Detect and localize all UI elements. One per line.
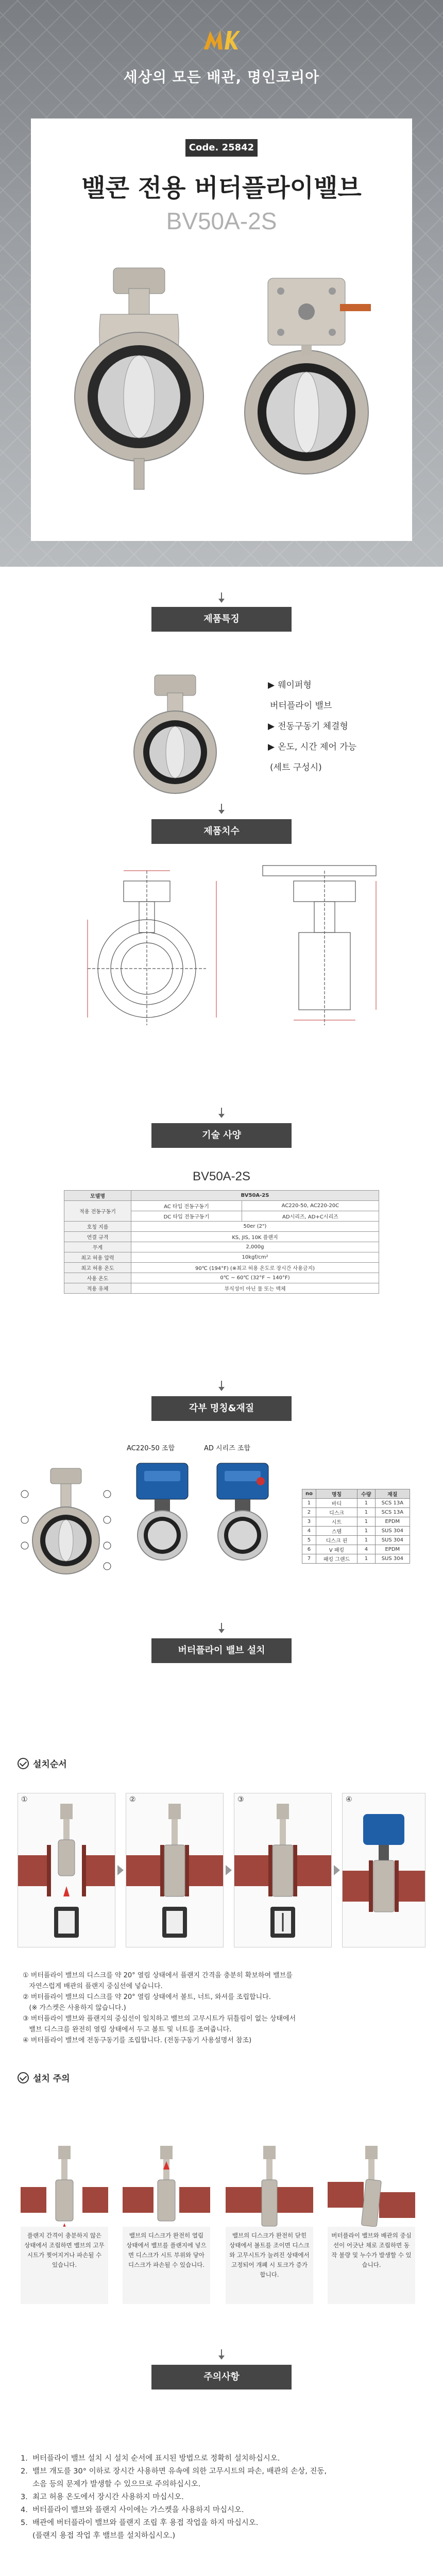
install-step-1: ① (18, 1793, 115, 1947)
table-row: 7 패킹 그랜드 1 SUS 304 (302, 1554, 410, 1564)
check-icon (18, 2072, 29, 2083)
install-order-heading: 설치순서 (18, 1757, 67, 1770)
feature-list (268, 675, 402, 778)
table-row: 2 디스크 1 SCS 13A (302, 1508, 410, 1517)
table-row: 연결 규격 KS, JIS, 10K 플랜지 (64, 1232, 379, 1242)
table-row: 3 시트 1 EPDM (302, 1517, 410, 1527)
feature-item: 버터플라이 밸브 (270, 701, 332, 711)
hero-banner (0, 0, 443, 567)
notice-item: 2. 밸브 개도를 30° 이하로 장시간 사용하면 유속에 의한 고무시트의 파손, 배관의 손상, 진동, (21, 2467, 327, 2476)
install-step-illustration (126, 1793, 223, 1947)
section-header-dimensions: 제품치수 (151, 819, 292, 844)
feature-valve-image (113, 670, 237, 799)
notice-item: 4. 버터플라이 밸브와 플랜지 사이에는 가스켓을 사용하지 마십시오. (21, 2506, 244, 2514)
install-step-illustration (343, 1793, 425, 1947)
notice-item: 5. 배관에 버터플라이 밸브와 플랜지 조립 후 용접 작업을 하지 마십시오. (21, 2519, 259, 2527)
table-row: 모델명 BV50A-2S (64, 1191, 379, 1201)
hero-valve-image (52, 258, 391, 515)
notice-item: 소음 등의 문제가 발생할 수 있으므로 주의하십시오. (21, 2480, 201, 2488)
section-arrow (218, 1108, 225, 1118)
spec-table (64, 1190, 379, 1294)
parts-label-ad: AD 시리즈 조합 (204, 1445, 250, 1452)
exploded-valve-image (14, 1463, 117, 1582)
table-row: 사용 온도 0℃ ~ 60℃ (32°F ~ 140°F) (64, 1273, 379, 1283)
table-row: DC 타입 전동구동기 AD시리즈, AD+C시리즈 (64, 1211, 379, 1222)
feature-item: ▶ 온도, 시간 제어 가능 (268, 742, 357, 752)
notice-item: 1. 버터플라이 밸브 설치 시 설치 순서에 표시된 방법으로 정확히 설치하십시오. (21, 2454, 280, 2463)
bullet-icon: ▶ (268, 721, 275, 732)
product-code-badge: Code. 25842 (185, 139, 258, 157)
ac-actuator-assembly-image (124, 1458, 201, 1566)
table-header-row: no 명칭 수량 재질 (302, 1489, 410, 1499)
section-arrow (218, 2349, 225, 2360)
install-step-4: ④ (342, 1793, 425, 1947)
feature-item: (세트 구성시) (270, 762, 322, 773)
table-row: 4 스템 1 SUS 304 (302, 1527, 410, 1536)
caution-text-2: 밸브의 디스크가 완전히 열림 상태에서 밸브를 플랜지에 넣으면 디스크가 시트 부위와 닿아 디스크가 파손될 수 있습니다. (123, 2227, 210, 2304)
spec-model-title: BV50A-2S (192, 1170, 251, 1183)
table-row: 적용 유체 부식성이 아닌 물 또는 액체 (64, 1283, 379, 1294)
table-row: 호칭 지름 50er (2") (64, 1222, 379, 1232)
install-step-illustration (18, 1793, 115, 1947)
ad-actuator-assembly-image (204, 1458, 281, 1566)
section-arrow (218, 804, 225, 814)
next-step-arrow-icon (226, 1865, 232, 1875)
feature-item: ▶ 웨이퍼형 (268, 680, 312, 690)
next-step-arrow-icon (334, 1865, 340, 1875)
next-step-arrow-icon (117, 1865, 124, 1875)
check-icon (18, 1758, 29, 1769)
dimension-drawing (67, 860, 397, 1030)
table-row: 무게 2,000g (64, 1242, 379, 1252)
hero-card (31, 118, 412, 541)
caution-text-4: 버터플라이 밸브와 배관의 중심선이 어긋난 채로 조립하면 동작 불량 및 누수가 발생할 수 있습니다. (328, 2227, 415, 2304)
section-header-features: 제품특징 (151, 607, 292, 632)
bullet-icon: ▶ (268, 680, 275, 690)
table-row: 5 디스크 핀 1 SUS 304 (302, 1536, 410, 1545)
product-model: BV50A-2S (166, 208, 277, 234)
section-arrow (218, 592, 225, 603)
install-notes: ① 버터플라이 밸브의 디스크를 약 20° 열림 상태에서 플랜지 간격을 충분히 확보하여 밸브를 자연스럽게 배관의 플랜지 중심선에 넣습니다. ② 버터플라이 밸브의 디스크를 약 20° 열림 상태에서 볼트, 너트, 와셔를 조립합니다. (※ 가스켓은 사용하지 않습니다.) ③ 버터플라이 밸브와 플랜지의 중심선이 일치하고 밸브의 고무시트가 뒤틀림이 없는 상태에서 밸브 디스크를 완전히 열림 상태에서 두고 볼트 및 너트를 조여줍니다. ④ 버터플라이 밸브에 전동구동기를 조립합니다. (전동구동기 사용설명서 참조) (23, 1972, 296, 2044)
table-row: 최고 허용 압력 10kgf/cm² (64, 1252, 379, 1263)
brand-tagline: 세상의 모든 배관, 명인코리아 (123, 69, 320, 86)
table-row: 1 바디 1 SCS 13A (302, 1499, 410, 1508)
section-arrow (218, 1623, 225, 1633)
notice-item: 3. 최고 허용 온도에서 장시간 사용하지 마십시오. (21, 2493, 184, 2501)
table-row: 6 V 패킹 4 EPDM (302, 1545, 410, 1554)
product-title: 밸콘 전용 버터플라이밸브 (81, 174, 362, 202)
parts-material-table (302, 1489, 410, 1564)
section-header-install: 버터플라이 밸브 설치 (151, 1638, 292, 1663)
section-header-parts: 각부 명칭&재질 (151, 1396, 292, 1421)
notice-list (21, 2452, 428, 2543)
install-step-illustration (234, 1793, 331, 1947)
section-header-notice: 주의사항 (151, 2365, 292, 2389)
brand-logo (202, 25, 241, 56)
install-step-2: ② (126, 1793, 224, 1947)
install-step-3: ③ (234, 1793, 332, 1947)
parts-label-ac: AC220-50 조합 (127, 1445, 175, 1452)
caution-text-3: 밸브의 디스크가 완전히 닫힌 상태에서 볼트를 조이면 디스크와 고무시트가 눌려진 상태에서 고정되어 개폐 시 토크가 증가합니다. (226, 2227, 313, 2304)
section-header-spec: 기술 사양 (151, 1123, 292, 1148)
section-arrow (218, 1381, 225, 1391)
bullet-icon: ▶ (268, 742, 275, 752)
feature-item: ▶ 전동구동기 체결형 (268, 721, 348, 732)
table-row: 최고 허용 온도 90℃ (194°F) (※최고 허용 온도로 장시간 사용금지) (64, 1263, 379, 1273)
notice-item: (플랜지 용접 작업 후 밸브를 설치하십시오.) (21, 2532, 176, 2540)
caution-text-1: 플랜지 간격이 충분하지 않은 상태에서 조립하면 밸브의 고무시트가 찢어지거나 파손될 수 있습니다. (21, 2227, 108, 2304)
table-row: 적용 전동구동기 AC 타입 전동구동기 AC220-50, AC220-20C (64, 1201, 379, 1211)
install-caution-heading: 설치 주의 (18, 2071, 70, 2084)
